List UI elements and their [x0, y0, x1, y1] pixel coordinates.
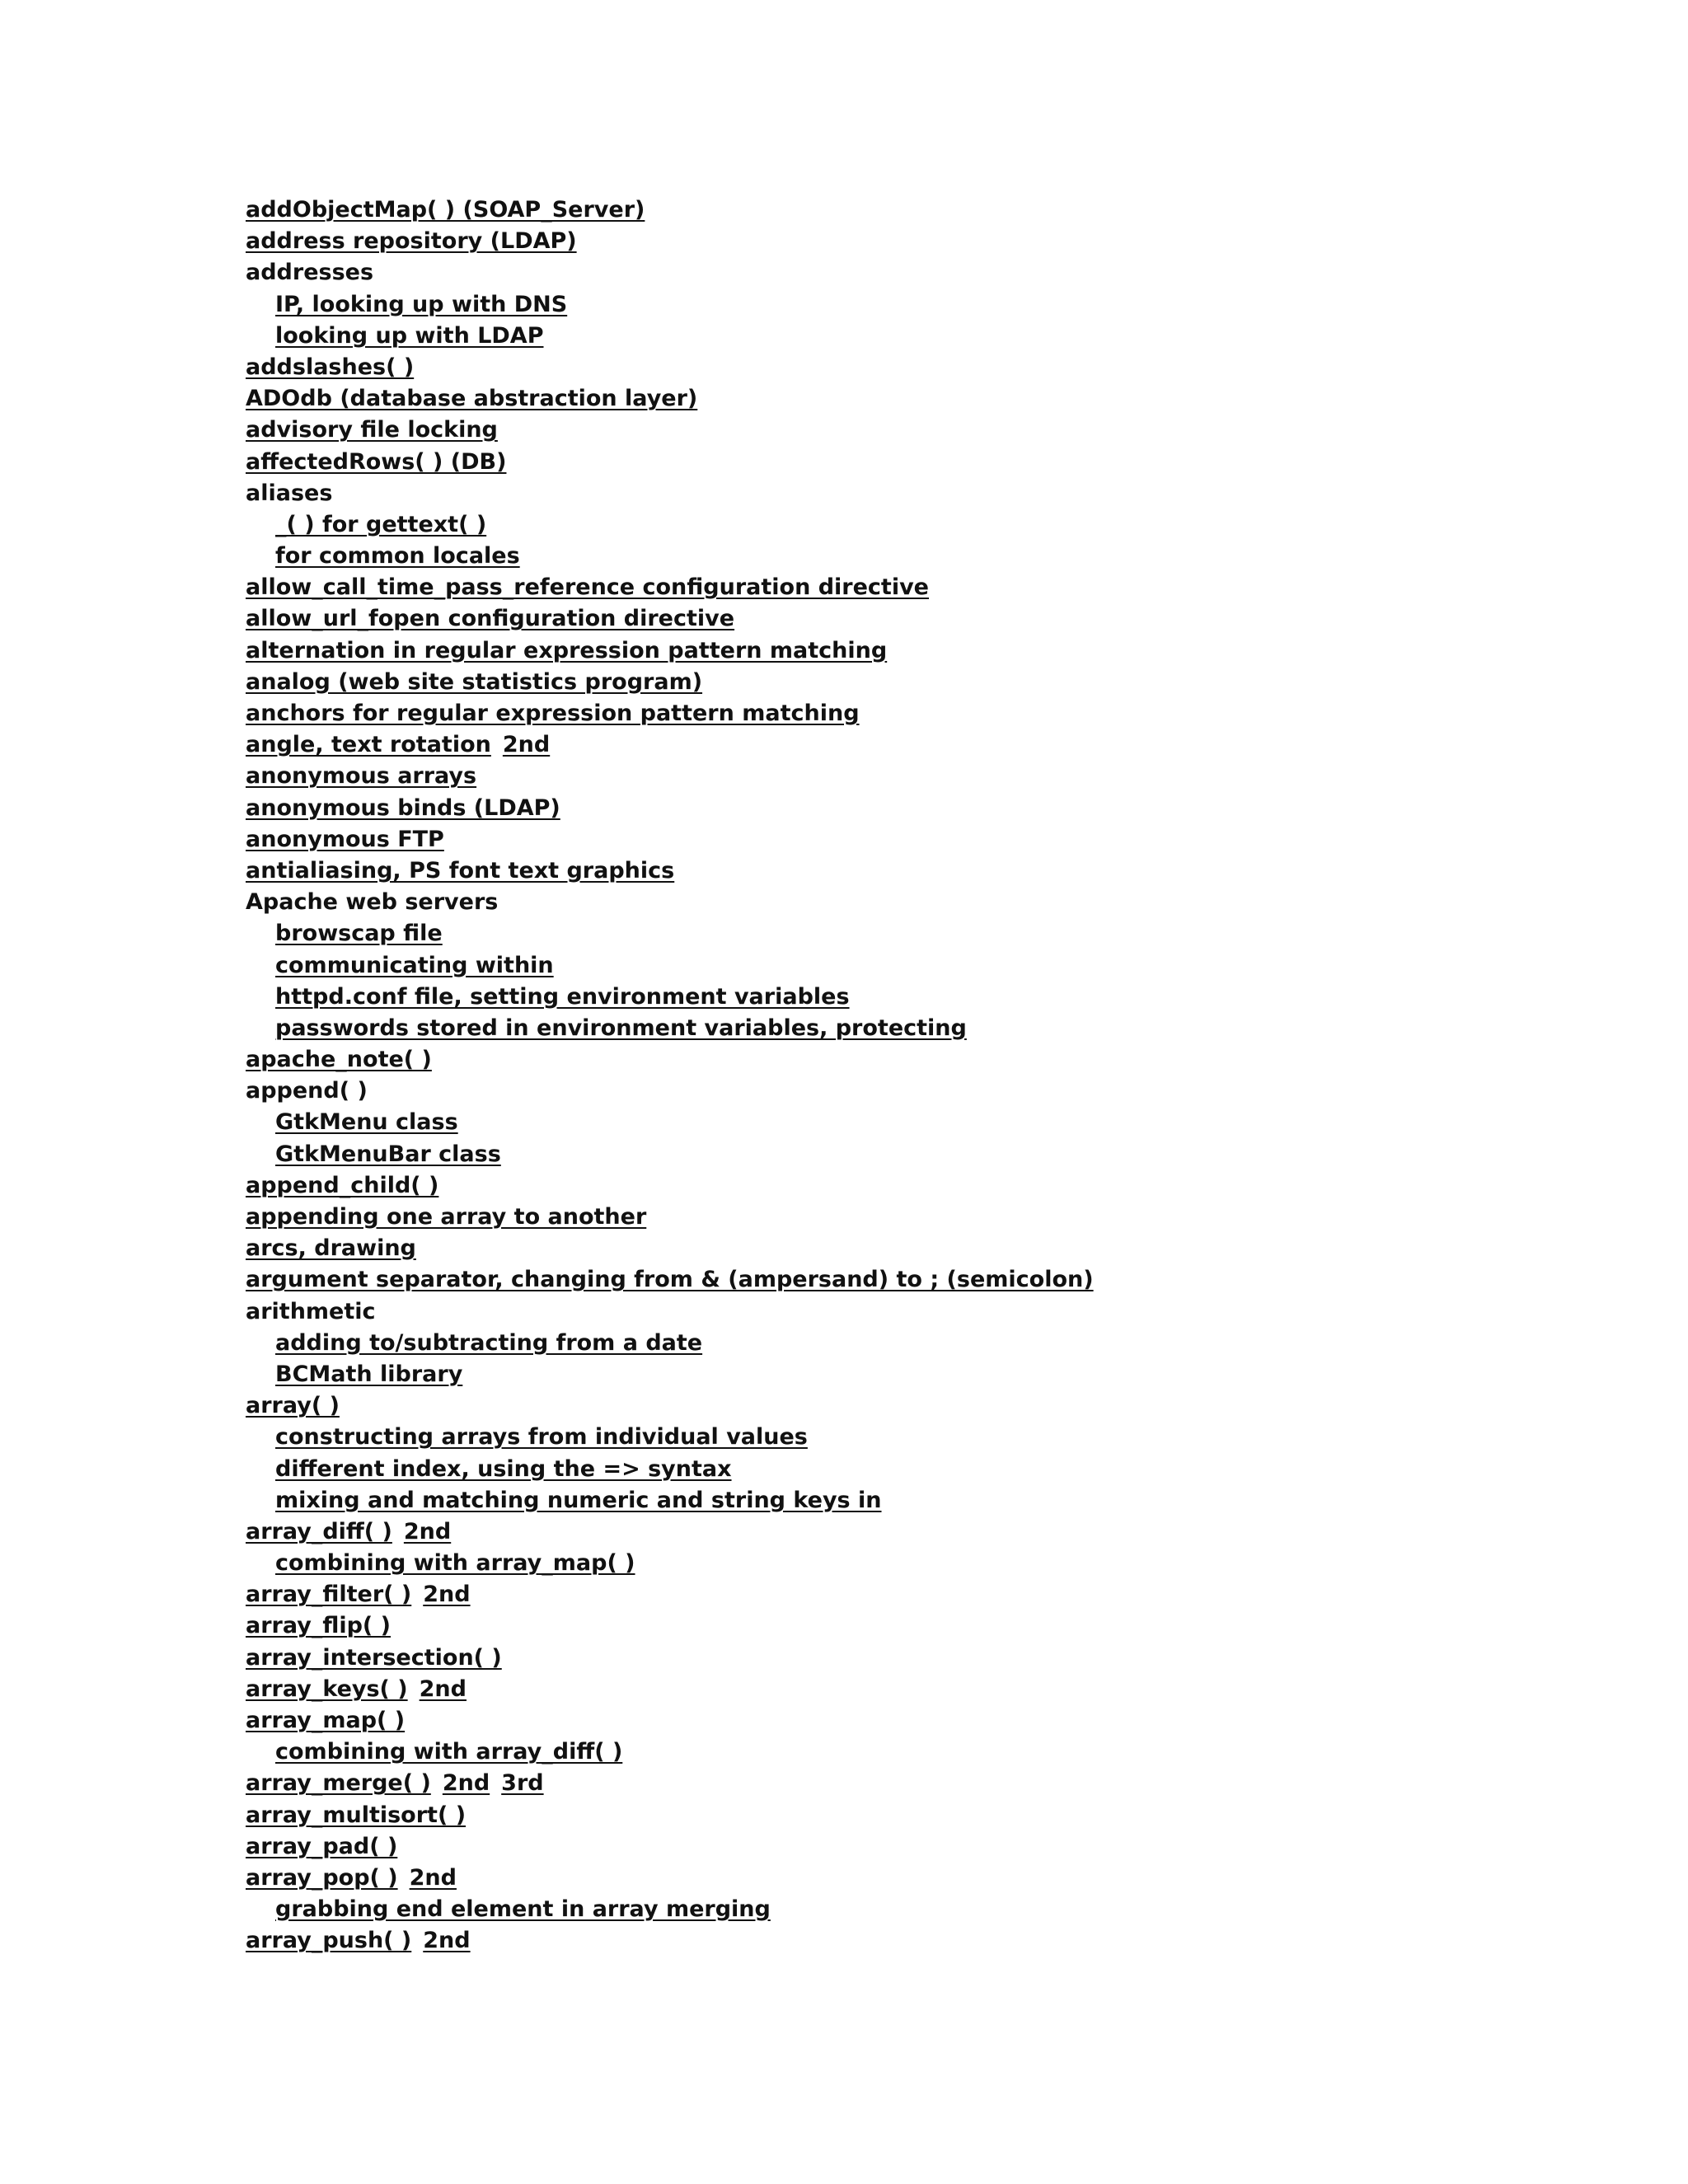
index-extra-link[interactable]: 2nd [423, 1928, 471, 1954]
index-link[interactable]: apache_note( ) [246, 1047, 432, 1073]
index-entry [246, 824, 1094, 855]
index-subentry [246, 1485, 1094, 1516]
index-link[interactable]: array_multisort( ) [246, 1802, 467, 1828]
index-extra-link[interactable]: 3rd [501, 1770, 544, 1797]
index-entry [246, 447, 1094, 478]
index-entry [246, 1579, 1094, 1610]
index-extra-link[interactable]: 2nd [409, 1864, 457, 1891]
index-link[interactable]: httpd.conf file, setting environment variables [275, 983, 850, 1010]
index-subentry [246, 541, 1094, 572]
index-entry [246, 1390, 1094, 1422]
index-link[interactable]: arcs, drawing [246, 1235, 416, 1262]
index-entry [246, 635, 1094, 667]
index-link[interactable]: array_merge( ) [246, 1770, 431, 1797]
index-link[interactable]: alternation in regular expression pattern matching [246, 637, 888, 663]
index-heading: append( ) [246, 1078, 368, 1104]
index-link[interactable]: looking up with LDAP [275, 322, 544, 349]
index-entry [246, 1674, 1094, 1705]
index-subentry [246, 1736, 1094, 1768]
index-link[interactable]: anonymous binds (LDAP) [246, 794, 560, 821]
index-entry [246, 1233, 1094, 1264]
index-link[interactable]: append_child( ) [246, 1172, 439, 1198]
index-entry [246, 667, 1094, 698]
index-entry [246, 1076, 1094, 1107]
index-subentry [246, 1013, 1094, 1044]
index-subentry [246, 509, 1094, 541]
index-link[interactable]: array_diff( ) [246, 1518, 392, 1544]
index-link[interactable]: combining with array_map( ) [275, 1550, 635, 1577]
index-link[interactable]: array( ) [246, 1393, 340, 1419]
index-entry [246, 478, 1094, 509]
index-link[interactable]: combining with array_diff( ) [275, 1739, 623, 1765]
index-entry [246, 1705, 1094, 1736]
index-link[interactable]: array_push( ) [246, 1928, 412, 1954]
index-subentry [246, 289, 1094, 321]
index-link[interactable]: anonymous arrays [246, 763, 477, 790]
index-subentry [246, 982, 1094, 1013]
index-entry [246, 194, 1094, 226]
index-heading: aliases [246, 480, 333, 506]
index-subentry [246, 1107, 1094, 1138]
index-link[interactable]: angle, text rotation [246, 732, 491, 758]
index-entry [246, 1044, 1094, 1076]
index-entry [246, 887, 1094, 918]
index-entry [246, 257, 1094, 288]
index-extra-link[interactable]: 2nd [442, 1770, 490, 1797]
index-extra-link[interactable]: 2nd [423, 1582, 471, 1608]
index-extra-link[interactable]: 2nd [502, 732, 551, 758]
index-subentry [246, 1328, 1094, 1359]
index-heading: arithmetic [246, 1298, 376, 1324]
index-entry [246, 1863, 1094, 1894]
index-link[interactable]: array_intersection( ) [246, 1644, 502, 1671]
index-entry [246, 415, 1094, 446]
index-subentry [246, 918, 1094, 949]
index-entry [246, 1202, 1094, 1233]
index-subentry [246, 1422, 1094, 1453]
index-link[interactable]: array_map( ) [246, 1708, 406, 1733]
index-link[interactable]: array_filter( ) [246, 1582, 412, 1608]
index-entry [246, 603, 1094, 635]
index-entry [246, 1800, 1094, 1831]
index-link[interactable]: allow_url_fopen configuration directive [246, 606, 735, 632]
index-link[interactable]: GtkMenu class [275, 1109, 458, 1136]
index-link[interactable]: allow_call_time_pass_reference configuration directive [246, 574, 929, 601]
index-entry [246, 1296, 1094, 1328]
index-subentry [246, 1894, 1094, 1925]
index-link[interactable]: IP, looking up with DNS [275, 291, 568, 317]
index-entry [246, 352, 1094, 383]
index-link[interactable]: anchors for regular expression pattern matching [246, 701, 860, 726]
index-subentry [246, 1139, 1094, 1170]
index-entry [246, 572, 1094, 603]
index-link[interactable]: anonymous FTP [246, 826, 444, 852]
index-entry [246, 1516, 1094, 1548]
index-link[interactable]: array_pop( ) [246, 1864, 398, 1891]
index-subentry [246, 950, 1094, 982]
index-link[interactable]: GtkMenuBar class [275, 1141, 501, 1167]
index-link[interactable]: mixing and matching numeric and string keys in [275, 1487, 882, 1513]
index-entry [246, 729, 1094, 761]
index-link[interactable]: affectedRows( ) (DB) [246, 448, 507, 475]
index-link[interactable]: for common locales [275, 543, 520, 569]
index-link[interactable]: advisory file locking [246, 417, 498, 443]
index-link[interactable]: adding to/subtracting from a date [275, 1329, 703, 1356]
index-entry [246, 1264, 1094, 1296]
index-subentry [246, 321, 1094, 352]
index-entry [246, 855, 1094, 887]
index-heading: addresses [246, 260, 374, 286]
index-entry [246, 793, 1094, 824]
index-link[interactable]: array_keys( ) [246, 1675, 408, 1702]
index-entry [246, 1643, 1094, 1674]
index-subentry [246, 1548, 1094, 1579]
index-link[interactable]: different index, using the => syntax [275, 1455, 732, 1482]
index-link[interactable]: addObjectMap( ) (SOAP_Server) [246, 197, 645, 223]
index-link[interactable]: passwords stored in environment variables, protecting [275, 1015, 967, 1041]
index-link[interactable]: constructing arrays from individual values [275, 1424, 808, 1451]
index-link[interactable]: array_flip( ) [246, 1613, 392, 1639]
index-link[interactable]: _( ) for gettext( ) [275, 511, 487, 537]
index-entry [246, 761, 1094, 792]
index-link[interactable]: argument separator, changing from & (ampersand) to ; (semicolon) [246, 1267, 1094, 1293]
index-entry [246, 1170, 1094, 1202]
index-list [246, 194, 1094, 1957]
index-link[interactable]: addslashes( ) [246, 354, 415, 380]
index-heading: Apache web servers [246, 889, 499, 916]
index-link[interactable]: address repository (LDAP) [246, 228, 577, 255]
index-link[interactable]: array_pad( ) [246, 1833, 398, 1859]
index-entry [246, 698, 1094, 729]
index-link[interactable]: ADOdb (database abstraction layer) [246, 386, 698, 412]
index-entry [246, 1925, 1094, 1957]
index-entry [246, 383, 1094, 415]
index-subentry [246, 1359, 1094, 1390]
index-link[interactable]: appending one array to another [246, 1204, 647, 1230]
index-link[interactable]: browscap file [275, 921, 443, 947]
index-subentry [246, 1454, 1094, 1485]
index-entry [246, 1831, 1094, 1863]
index-entry [246, 1610, 1094, 1642]
index-extra-link[interactable]: 2nd [419, 1675, 467, 1702]
index-extra-link[interactable]: 2nd [403, 1518, 452, 1544]
index-link[interactable]: communicating within [275, 952, 554, 978]
index-link[interactable]: analog (web site statistics program) [246, 668, 703, 695]
index-entry [246, 226, 1094, 257]
index-link[interactable]: grabbing end element in array merging [275, 1896, 771, 1923]
index-entry [246, 1768, 1094, 1799]
index-link[interactable]: BCMath library [275, 1361, 463, 1387]
index-link[interactable]: antialiasing, PS font text graphics [246, 857, 675, 883]
